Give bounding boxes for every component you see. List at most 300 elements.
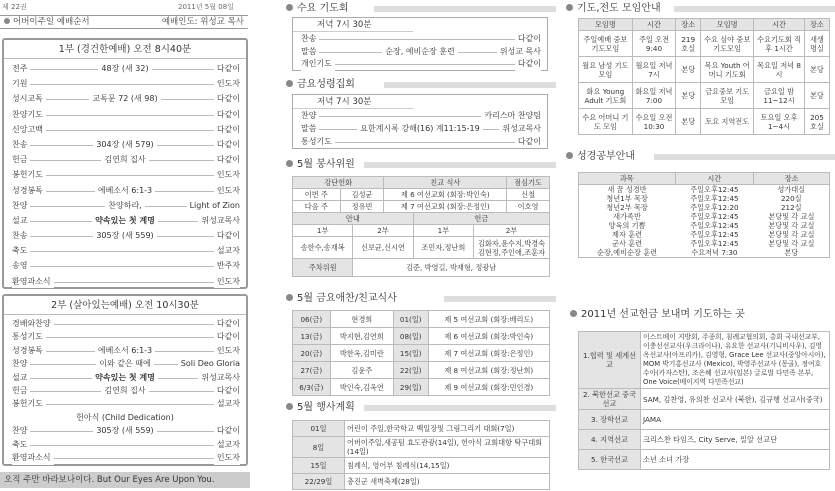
order-item-content: 304장 (새 579) — [93, 140, 156, 149]
table-row — [579, 57, 830, 83]
event-desc: 침례식, 영어부 침례식(14,15일) — [345, 458, 550, 474]
events-table — [292, 420, 550, 490]
order-item-label: 설교 — [12, 371, 30, 385]
event-desc: 총진군 새벽축제(28일) — [345, 474, 550, 490]
prayer-cell: 수요일 오전 10:30 — [632, 109, 675, 135]
order-item-label: 찬양기도 — [12, 108, 46, 122]
table-row — [579, 430, 830, 450]
mission-category: 4. 지역선교 — [579, 430, 641, 450]
order-item — [293, 32, 547, 45]
volunteer-cell: 이번 주 — [293, 189, 341, 201]
meal-table — [292, 310, 550, 396]
order-item-content: 이와 같은 때에 — [96, 359, 153, 368]
table-row — [579, 239, 830, 248]
order-item — [293, 135, 547, 148]
divider — [374, 6, 556, 12]
bible-cell: 212실 — [780, 203, 802, 212]
event-date: 15일 — [293, 458, 345, 474]
order-item-label: 성경봉독 — [12, 344, 46, 358]
bullet-icon — [566, 4, 573, 11]
prayer-heading — [566, 2, 661, 16]
order-item-person: 다같이 — [515, 135, 541, 149]
table-row — [579, 109, 830, 135]
order-item-content: 48장 (새 32) — [98, 64, 151, 73]
divider — [674, 6, 835, 12]
bullet-icon — [570, 310, 577, 317]
order-item-person: 다같이 — [214, 317, 240, 331]
wednesday-heading-text: 수요 기도회 — [297, 3, 349, 14]
order-item — [4, 184, 246, 199]
volunteer-cell: 정유빈 — [340, 201, 384, 213]
bible-cell: 본당및 각 교실 — [768, 230, 815, 239]
bible-cell: 본당및 각 교실 — [768, 239, 815, 248]
order-item — [293, 57, 547, 70]
bible-cell: 새가족반 — [613, 212, 641, 221]
table-row — [579, 31, 830, 57]
meal-cell: 제 6 여선교회 (회장:박인숙) — [428, 328, 549, 345]
mission-targets: 소년 소녀 가장 — [641, 450, 830, 470]
order-item-label: 찬양 — [12, 357, 30, 371]
page-issue: 제 22권 — [2, 3, 27, 11]
bullet-icon — [286, 403, 293, 410]
table-row — [579, 185, 830, 195]
order-item — [4, 77, 246, 92]
first-service-box — [2, 38, 248, 289]
prayer-cell: 수요 심야 중보기도모임 — [701, 31, 754, 57]
bible-cell: 주일오후12:45 — [690, 221, 739, 230]
order-item-label: 찬송 — [301, 32, 319, 46]
order-item-person: 다같이 — [214, 62, 240, 76]
prayer-cell: 월요 남성 기도 모임 — [579, 57, 633, 83]
order-item-person: 설교자 — [214, 438, 240, 452]
divider — [384, 82, 556, 88]
order-item-person: 다같이 — [515, 57, 541, 71]
order-item — [4, 275, 246, 290]
second-service-box — [2, 294, 248, 466]
meal-cell: 08(일) — [393, 328, 428, 345]
mission-targets: 이스트베이 지방회, 주종희, 침례교협의회, 총회 국내선교부, 이충선선교사(우크라이나), 유요한 선교사(기니비사우), 김영옥선교사(아프리카), 김영형, Grace Lee 선교사(중앙아시아), MOM 박기홍선교사 (Mexico), 박영주선교사 (몽골), 정여호수아(카자스탄), 조은혜 선교사(일본) 글로벌 다민족 본부, One Voice(베이지역 다민족선교) — [641, 332, 830, 389]
order-item-label: 축도 — [12, 438, 30, 452]
table-row — [579, 230, 830, 239]
order-item — [4, 397, 246, 410]
table-row — [293, 362, 550, 379]
usher-sub: 1부 — [413, 225, 473, 237]
bible-cell: 주일오후12:20 — [690, 203, 739, 212]
table-row — [579, 389, 830, 410]
prayer-cell: 화요 Young Adult 기도회 — [579, 83, 633, 109]
table-row — [579, 332, 830, 389]
bible-cell: 양육의 기쁨 — [608, 221, 646, 230]
order-item — [4, 357, 246, 370]
order-item-label: 찬양 — [301, 109, 319, 123]
parking-names: 김준, 박영길, 박재형, 정광남 — [353, 259, 550, 277]
usher-sub: 1부 — [293, 225, 353, 237]
prayer-cell: 수요 어머니 기도 모임 — [579, 109, 633, 135]
bible-cell: 군사 훈련 — [612, 239, 643, 248]
order-item — [4, 92, 246, 107]
mission-targets: SAM, 김찬영, 유의찬 선교사 (북한), 김규행 선교사(중국) — [641, 389, 830, 410]
footer-motto: 오직 주만 바라보나이다. But Our Eyes Are Upon You. — [0, 472, 250, 488]
bible-cell: 주일오후12:45 — [690, 185, 739, 194]
volunteer-table — [292, 176, 550, 213]
order-item-label: 헌금 — [12, 153, 30, 167]
order-item-label: 찬송 — [12, 138, 30, 152]
order-item-content: 김연희 집사 — [101, 155, 148, 164]
event-date: 8일 — [293, 437, 345, 458]
table-row — [579, 203, 830, 212]
order-item-person: 위성교 목사 — [497, 45, 541, 59]
meal-cell: 제 7 여선교회 (회장:은정인) — [428, 345, 549, 362]
volunteer-col-prayer: 점심기도 — [507, 177, 550, 189]
order-item-person: 인도자 — [214, 344, 240, 358]
order-item-label: 송영 — [12, 259, 30, 273]
meal-cell: 박한옥,김미란 — [330, 345, 393, 362]
order-item — [4, 259, 246, 274]
bible-cell: 제자 훈련 — [612, 230, 643, 239]
order-item-person: 인도자 — [214, 168, 240, 182]
order-item — [4, 62, 246, 77]
prayer-cell: 토요일 오후 1~4시 — [754, 109, 805, 135]
order-item-label: 성경봉독 — [12, 184, 46, 198]
wednesday-time: 저녁 7시 30분 — [293, 18, 413, 32]
volunteer-cell: 제 6 여선교회 (회장:박인숙) — [384, 189, 507, 201]
mission-targets: JAMA — [641, 410, 830, 430]
order-item-person: 다같이 — [214, 123, 240, 137]
order-item — [4, 214, 246, 229]
events-heading-text: 5월 행사계획 — [297, 402, 355, 413]
bible-cell: 220실 — [780, 194, 802, 203]
prayer-cell: 본당 — [804, 83, 829, 109]
prayer-cell: 금요중보 기도모임 — [701, 83, 754, 109]
order-item-label: 경배와찬양 — [12, 317, 54, 331]
volunteer-cell: 신철 — [507, 189, 550, 201]
prayer-cell: 월요일 저녁 7시 — [632, 57, 675, 83]
table-row — [579, 83, 830, 109]
order-item — [293, 45, 547, 58]
prayer-cell: 본당 — [676, 83, 701, 109]
service-leader: 예배인도: 위성교 목사 — [161, 17, 244, 27]
parking-label: 주차위원 — [293, 259, 353, 277]
order-item-content: 약속있는 첫 계명 — [92, 373, 158, 382]
bible-cell: 새 꿈 성경반 — [607, 185, 647, 194]
table-row — [579, 212, 830, 221]
second-service-list — [4, 315, 246, 464]
order-item-label: 봉헌기도 — [12, 397, 46, 411]
wednesday-list — [293, 32, 547, 70]
prayer-header: 시간 — [754, 19, 805, 31]
order-item — [4, 451, 246, 464]
table-row — [579, 194, 830, 203]
meal-heading — [286, 292, 397, 306]
order-item-person: 다같이 — [214, 424, 240, 438]
order-item-label: 통성기도 — [12, 330, 46, 344]
order-item — [4, 330, 246, 343]
usher-col-guide: 안내 — [293, 213, 414, 225]
prayer-header: 모임명 — [701, 19, 754, 31]
event-desc: 어버이주일,새공팀 효도관광(14일), 헌아식 교회대항 탁구대회(14일) — [345, 437, 550, 458]
meal-cell: 15(일) — [393, 345, 428, 362]
order-item-content: 에베소서 6:1-3 — [95, 346, 155, 355]
order-item-content: 찬양하라, — [105, 201, 144, 210]
order-item-label: 신앙고백 — [12, 123, 46, 137]
usher-sub: 2부 — [474, 225, 550, 237]
order-item — [4, 123, 246, 138]
meal-cell: 29(일) — [393, 379, 428, 396]
wednesday-box — [292, 17, 548, 71]
usher-cell: 송한수,송재복 — [293, 237, 353, 259]
order-item-person: 다같이 — [214, 108, 240, 122]
usher-sub: 2부 — [353, 225, 413, 237]
table-row — [293, 458, 550, 474]
bible-cell: 본당및 각 교실 — [768, 212, 815, 221]
prayer-cell: 주일 오전 9:40 — [632, 31, 675, 57]
bible-cell: 주일오후12:45 — [690, 194, 739, 203]
order-item-person: 인도자 — [214, 451, 240, 465]
usher-col-offering: 헌금 — [413, 213, 549, 225]
mission-category: 3. 장학선교 — [579, 410, 641, 430]
order-item — [4, 317, 246, 330]
order-item — [4, 199, 246, 214]
friday-time: 저녁 7시 30분 — [293, 95, 413, 109]
volunteer-col-flower: 강단헌화 — [293, 177, 384, 189]
meal-cell: 13(금) — [293, 328, 331, 345]
order-item-person: 다같이 — [214, 229, 240, 243]
order-item-person: 반주자 — [214, 259, 240, 273]
order-item-content: 순장, 예비순장 훈련 — [382, 47, 457, 56]
order-item-label: 헌금 — [12, 384, 30, 398]
events-heading — [286, 401, 355, 415]
mission-category: 1.협력 및 세계선교 — [579, 332, 641, 389]
order-item — [4, 384, 246, 397]
usher-cell: 김화자,윤수지,박경숙 김현정,주인애,조훈자 — [474, 237, 550, 259]
bullet-icon — [286, 294, 293, 301]
order-item-person: 다같이 — [214, 92, 240, 106]
order-item-person: 다같이 — [214, 330, 240, 344]
order-item-content: 에베소서 6:1-3 — [95, 186, 155, 195]
order-item — [4, 244, 246, 259]
order-item-person: 인도자 — [214, 275, 240, 289]
order-item-person: 설교자 — [214, 244, 240, 258]
order-item-label: 찬양 — [12, 424, 30, 438]
order-item-content: 김연희 집사 — [101, 386, 148, 395]
wednesday-heading — [286, 2, 348, 16]
bullet-icon — [286, 160, 293, 167]
order-item-content: 헌아식 (Child Dedication) — [73, 413, 177, 422]
prayer-cell: 수요기도회 직후 1시간 — [754, 31, 805, 57]
mission-heading-text: 2011년 선교헌금 보내며 기도하는 곳 — [581, 309, 745, 320]
order-item-label: 전주 — [12, 62, 30, 76]
bible-table — [578, 172, 830, 258]
bible-cell: 주일오후12:45 — [690, 212, 739, 221]
order-item-label: 통성기도 — [301, 135, 335, 149]
order-item-person: 다같이 — [214, 138, 240, 152]
order-item — [4, 371, 246, 384]
table-row — [293, 437, 550, 458]
prayer-heading-text: 기도,전도 모임안내 — [577, 3, 661, 14]
prayer-cell: 219호실 — [676, 31, 701, 57]
order-item-label: 축도 — [12, 244, 30, 258]
meal-cell: 제 9 여선교회 (회장:민인경) — [428, 379, 549, 396]
bullet-icon — [566, 152, 573, 159]
prayer-header: 모임명 — [579, 19, 633, 31]
prayer-header: 장소 — [804, 19, 829, 31]
service-subheader — [0, 15, 248, 29]
table-row — [579, 450, 830, 470]
event-date: 01일 — [293, 421, 345, 437]
friday-box — [292, 94, 548, 149]
mission-heading — [570, 308, 745, 322]
order-item — [4, 344, 246, 357]
order-item-person: Soli Deo Gloria — [178, 357, 240, 371]
order-item — [293, 122, 547, 135]
volunteer-heading-text: 5월 봉사위원 — [297, 159, 355, 170]
friday-heading — [286, 78, 355, 92]
order-item-content: 약속있는 첫 계명 — [92, 216, 158, 225]
prayer-header: 장소 — [676, 19, 701, 31]
bible-cell: 본당및 각 교실 — [768, 221, 815, 230]
order-item-content: 교독문 72 (새 98) — [89, 94, 160, 103]
prayer-cell: 목요일 저녁 8시 — [754, 57, 805, 83]
volunteer-cell: 김성균 — [340, 189, 384, 201]
volunteer-cell: 이호영 — [507, 201, 550, 213]
meal-cell: 27(금) — [293, 362, 331, 379]
volunteer-cell: 다음 주 — [293, 201, 341, 213]
order-item-person: 인도자 — [214, 77, 240, 91]
table-row — [579, 410, 830, 430]
volunteer-heading — [286, 158, 355, 172]
bible-heading — [566, 150, 635, 164]
prayer-header: 시간 — [632, 19, 675, 31]
order-item-person: 위성교목사 — [198, 371, 240, 385]
bible-heading-text: 성경공부안내 — [577, 151, 635, 162]
mission-category: 2. 북한선교 중국선교 — [579, 389, 641, 410]
order-item-label: 설교 — [12, 214, 30, 228]
order-item — [4, 153, 246, 168]
order-item-person: 카리스마 찬양팀 — [481, 109, 541, 123]
table-row — [293, 311, 550, 328]
prayer-cell: 금요일 밤 11~12시 — [754, 83, 805, 109]
friday-list — [293, 109, 547, 147]
bullet-icon — [286, 4, 293, 11]
meal-cell: 김윤주 — [330, 362, 393, 379]
divider — [364, 405, 556, 411]
bullet-icon — [286, 80, 293, 87]
order-item-person: 설교자 — [214, 397, 240, 411]
order-item-label: 찬양 — [12, 199, 30, 213]
order-item-label: 환영과소식 — [12, 275, 54, 289]
order-item — [4, 138, 246, 153]
table-row — [293, 379, 550, 396]
meal-cell: 제 8 여선교회 (회장:정난희) — [428, 362, 549, 379]
order-item-label: 말씀 — [301, 45, 319, 59]
bible-header: 시간 — [675, 173, 754, 185]
volunteer-cell: 제 7 여선교회 (회장:은정인) — [384, 201, 507, 213]
friday-heading-text: 금요성령집회 — [297, 79, 355, 90]
usher-cell: 조민자,정난희 — [413, 237, 473, 259]
order-item — [293, 109, 547, 122]
prayer-cell: 205호실 — [804, 109, 829, 135]
prayer-cell: 본당 — [804, 57, 829, 83]
order-item — [4, 229, 246, 244]
bible-cell: 청년1부 목장 — [606, 194, 648, 203]
order-item-person: 위성교목사 — [499, 122, 541, 136]
order-item — [4, 438, 246, 451]
order-item-content: 305장 (새 559) — [93, 426, 156, 435]
meal-cell: 박지현,김연희 — [330, 328, 393, 345]
order-item — [4, 108, 246, 123]
bible-cell: 주일오후12:45 — [690, 230, 739, 239]
order-item-label: 성시교독 — [12, 92, 46, 106]
order-item-person: 위성교목사 — [198, 214, 240, 228]
order-item-label: 말씀 — [301, 122, 319, 136]
order-item-label: 환영과소식 — [12, 451, 54, 465]
order-item-label: 봉헌기도 — [12, 168, 46, 182]
prayer-cell: 본당 — [676, 57, 701, 83]
order-item — [4, 424, 246, 437]
prayer-cell: 목요 Youth 어머니 기도회 — [701, 57, 754, 83]
meal-cell: 제 5 여선교회 (회장:배리도) — [428, 311, 549, 328]
order-item-person: Light of Zion — [187, 199, 240, 213]
usher-cell: 신보균,신시연 — [353, 237, 413, 259]
order-item-label: 기원 — [12, 77, 30, 91]
order-item — [4, 168, 246, 183]
event-date: 22/29일 — [293, 474, 345, 490]
divider — [654, 154, 835, 160]
table-row — [293, 345, 550, 362]
prayer-cell: 화요일 저녁7:00 — [632, 83, 675, 109]
meal-cell: 20(금) — [293, 345, 331, 362]
prayer-table — [578, 18, 830, 135]
first-service-list — [4, 59, 246, 290]
table-row — [293, 421, 550, 437]
meal-cell: 현경희 — [330, 311, 393, 328]
second-service-title: 2부 (살아있는예배) 오전 10시30분 — [4, 296, 246, 315]
divider — [444, 296, 556, 302]
table-row — [293, 328, 550, 345]
order-item-content: 요한계시록 강해(16) 계11:15-19 — [357, 124, 482, 133]
prayer-cell: 본당 — [676, 109, 701, 135]
bible-cell: 순장,예비순장 훈련 — [597, 248, 658, 257]
event-desc: 어린이 주일,한국학교 백일장및 그림그리기 대회(7일) — [345, 421, 550, 437]
table-row — [579, 248, 830, 258]
bible-cell: 수요저녁 7:30 — [691, 248, 738, 257]
divider — [364, 162, 556, 168]
prayer-cell: 주일예배 중보기도모임 — [579, 31, 633, 57]
order-item — [4, 411, 246, 424]
mission-targets: 크리스찬 타임즈, City Serve, 밀알 선교단 — [641, 430, 830, 450]
bible-cell: 주일오후12:45 — [690, 239, 739, 248]
mission-table — [578, 331, 830, 470]
bible-header: 과목 — [579, 173, 676, 185]
bible-cell: 성가대실 — [777, 185, 806, 194]
table-row — [579, 221, 830, 230]
meal-heading-text: 5월 금요애찬/친교식사 — [297, 293, 397, 304]
order-item-person: 다같이 — [214, 153, 240, 167]
order-item-content: 305장 (새 559) — [93, 231, 156, 240]
order-item-person: 다같이 — [515, 32, 541, 46]
order-item-person: 다같이 — [214, 384, 240, 398]
bible-cell: 청년2부 목장 — [606, 203, 648, 212]
prayer-cell: 토요 지역전도 — [701, 109, 754, 135]
prayer-cell: 새생명실 — [804, 31, 829, 57]
table-row — [293, 474, 550, 490]
bullet-icon — [4, 18, 10, 24]
meal-cell: 박인숙,김옥연 — [330, 379, 393, 396]
order-item-label: 찬송 — [12, 229, 30, 243]
service-subheader-title: 어버이주일 예배순서 — [13, 17, 90, 27]
order-item-person: 인도자 — [214, 184, 240, 198]
meal-cell: 06(금) — [293, 311, 331, 328]
